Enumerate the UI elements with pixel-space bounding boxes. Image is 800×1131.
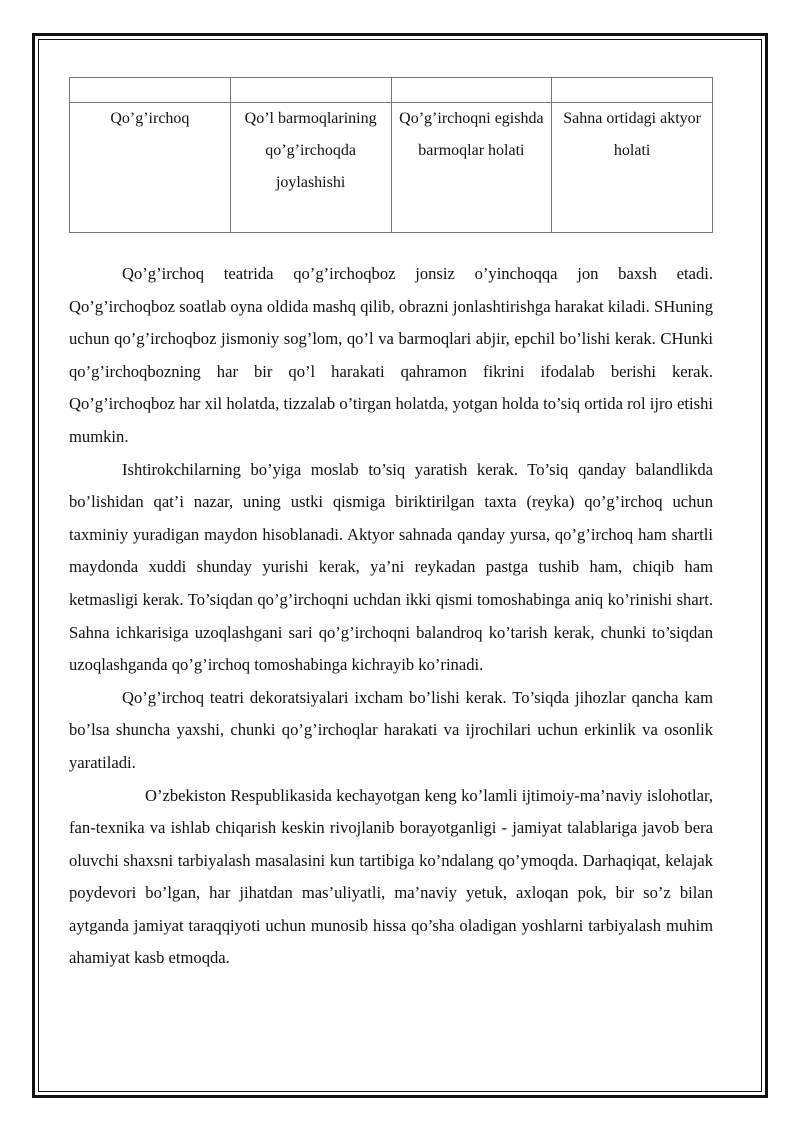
table-row-empty (70, 78, 713, 103)
table-cell-actor-backstage: Sahna ortidagi aktyor holati (552, 103, 713, 233)
table-cell-empty (391, 78, 552, 103)
paragraph-3: Qo’g’irchoq teatri dekoratsiyalari ixcham bo’lishi kerak. To’siqda jihozlar qancha kam bo’lsa shuncha yaxshi, chunki qo’g’irchoqlar harakati va ijrochilari uchun erkinlik va osonlik yaratiladi. (69, 687, 713, 772)
table-cell-empty (552, 78, 713, 103)
body-text (69, 258, 713, 975)
table-cell-empty (230, 78, 391, 103)
paragraph-2: Ishtirokchilarning bo’yiga moslab to’siq yaratish kerak. To’siq qanday balandlikda bo’lishidan qat’i nazar, uning ustki qismiga biriktirilgan taxta (reyka) qo’g’irchoq uchun taxminiy yuradigan maydon hisoblanadi. Aktyor sahnada qanday yursa, qo’g’irchoq ham shartli maydonda xuddi shunday yurishi kerak, ya’ni reykadan pastga tushib ham, chiqib ham ketmasligi kerak. To’siqdan qo’g’irchoqni uchdan ikki qismi tomoshabinga aniq ko’rinishi shart. Sahna ichkarisiga uzoqlashgani sari qo’g’irchoqni balandroq ko’tarish kerak, chunki to’siqdan uzoqlashganda qo’g’irchoq tomoshabinga kichrayib ko’rinadi. (69, 459, 713, 675)
page-content (69, 77, 713, 975)
table-cell-empty (70, 78, 231, 103)
table-cell-bending-fingers: Qo’g’irchoqni egishda barmoqlar holati (391, 103, 552, 233)
paragraph-4: O’zbekiston Respublikasida kechayotgan keng ko’lamli ijtimoiy-ma’naviy islohotlar, fan-texnika va ishlab chiqarish keskin rivojlanib borayotganligi - jamiyat talablariga javob bera oluvchi shaxsni tarbiyalash masalasini kun tartibiga ko’ndalang qo’ymoqda. Darhaqiqat, kelajak poydevori bo’lgan, har jihatdan mas’uliyatli, ma’naviy yetuk, axloqan pok, bir so’z bilan aytganda jamiyat taraqqiyoti uchun munosib hissa qo’sha oladigan yoshlarni tarbiyalash muhim ahamiyat kasb etmoqda. (69, 785, 713, 968)
figure-caption-table (69, 77, 713, 233)
table-cell-finger-placement: Qo’l barmoqlarining qo’g’irchoqda joylashishi (230, 103, 391, 233)
table-cell-puppet: Qo’g’irchoq (70, 103, 231, 233)
table-row-labels (70, 103, 713, 233)
paragraph-1: Qo’g’irchoq teatrida qo’g’irchoqboz jonsiz o’yinchoqqa jon baxsh etadi. Qo’g’irchoqboz soatlab oyna oldida mashq qilib, obrazni jonlashtirishga harakat kiladi. SHuning uchun qo’g’irchoqboz jismoniy sog’lom, qo’l va barmoqlari abjir, epchil bo’lishi kerak. CHunki qo’g’irchoqbozning har bir qo’l harakati qahramon fikrini ifodalab berishi kerak. Qo’g’irchoqboz har xil holatda, tizzalab o’tirgan holatda, yotgan holda to’siq ortida rol ijro etishi mumkin. (69, 264, 713, 446)
